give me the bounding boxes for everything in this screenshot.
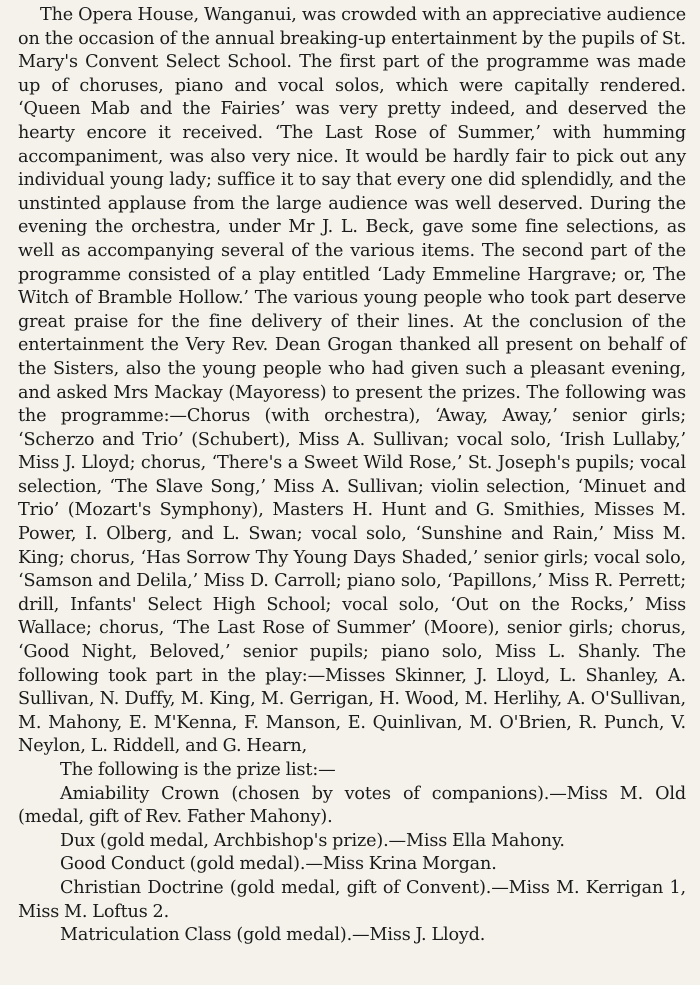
prize-entry-amiability: Amiability Crown (chosen by votes of companions).—Miss M. Old (medal, gift of Rev. Father Mahony). xyxy=(18,783,686,828)
prize-entry-christian-doctrine: Christian Doctrine (gold medal, gift of Convent).—Miss M. Kerrigan 1, Miss M. Loftus 2. xyxy=(18,877,686,922)
prize-list-intro: The following is the prize list:— xyxy=(60,760,336,780)
article-body: The Opera House, Wanganui, was crowded with an appreciative audience on the occasion of the annual breaking-up entertainment by the pupils of St. Mary's Convent Select School. The first part of the programme was made up of choruses, piano and vocal solos, which were capitally rendered. ‘Queen Mab and the Fairies’ was very pretty indeed, and deserved the hearty encore it received. ‘The Last Rose of Summer,’ with humming accompaniment, was also very nice. It would be hardly fair to pick out any individual young lady; suffice it to say that every one did splendidly, and the unstinted applause from the large audience was well deserved. During the evening the orchestra, under Mr J. L. Beck, gave some fine selections, as well as accompanying several of the various items. The second part of the programme consisted of a play entitled ‘Lady Emmeline Hargrave; or, The Witch of Bramble Hollow.’ The various young people who took part deserve great praise for the fine delivery of their lines. At the conclusion of the entertainment the Very Rev. Dean Grogan thanked all present on behalf of the Sisters, also the young people who had given such a pleasant evening, and asked Mrs Mackay (Mayoress) to present the prizes. The following was the programme:—Chorus (with orchestra), ‘Away, Away,’ senior girls; ‘Scherzo and Trio’ (Schubert), Miss A. Sullivan; vocal solo, ‘Irish Lullaby,’ Miss J. Lloyd; chorus, ‘There's a Sweet Wild Rose,’ St. Joseph's pupils; vocal selection, ‘The Slave Song,’ Miss A. Sullivan; violin selection, ‘Minuet and Trio’ (Mozart's Symphony), Masters H. Hunt and G. Smithies, Misses M. Power, I. Olberg, and L. Swan; vocal solo, ‘Sunshine and Rain,’ Miss M. King; chorus, ‘Has Sorrow Thy Young Days Shaded,’ senior girls; vocal solo, ‘Samson and Delila,’ Miss D. Carroll; piano solo, ‘Papillons,’ Miss R. Perrett; drill, Infants' Select High School; vocal solo, ‘Out on the Rocks,’ Miss Wallace; chorus, ‘The Last Rose of Summer’ (Moore), senior girls; chorus, ‘Good Night, Beloved,’ senior pupils; piano solo, Miss L. Shanly. The following took part in the play:—Misses Skinner, J. Lloyd, L. Shanley, A. Sullivan, N. Duffy, M. King, M. Gerrigan, H. Wood, M. Herlihy, A. O'Sullivan, M. Mahony, E. M'Kenna, F. Manson, E. Quinlivan, M. O'Brien, R. Punch, V. Neylon, L. Riddell, and G. Hearn, xyxy=(18,5,686,757)
prize-entry-matriculation: Matriculation Class (gold medal).—Miss J. Lloyd. xyxy=(60,925,486,946)
prize-entry-dux: Dux (gold medal, Archbishop's prize).—Miss Ella Mahony. xyxy=(60,830,565,851)
prize-entry-good-conduct: Good Conduct (gold medal).—Miss Krina Morgan. xyxy=(60,854,497,875)
